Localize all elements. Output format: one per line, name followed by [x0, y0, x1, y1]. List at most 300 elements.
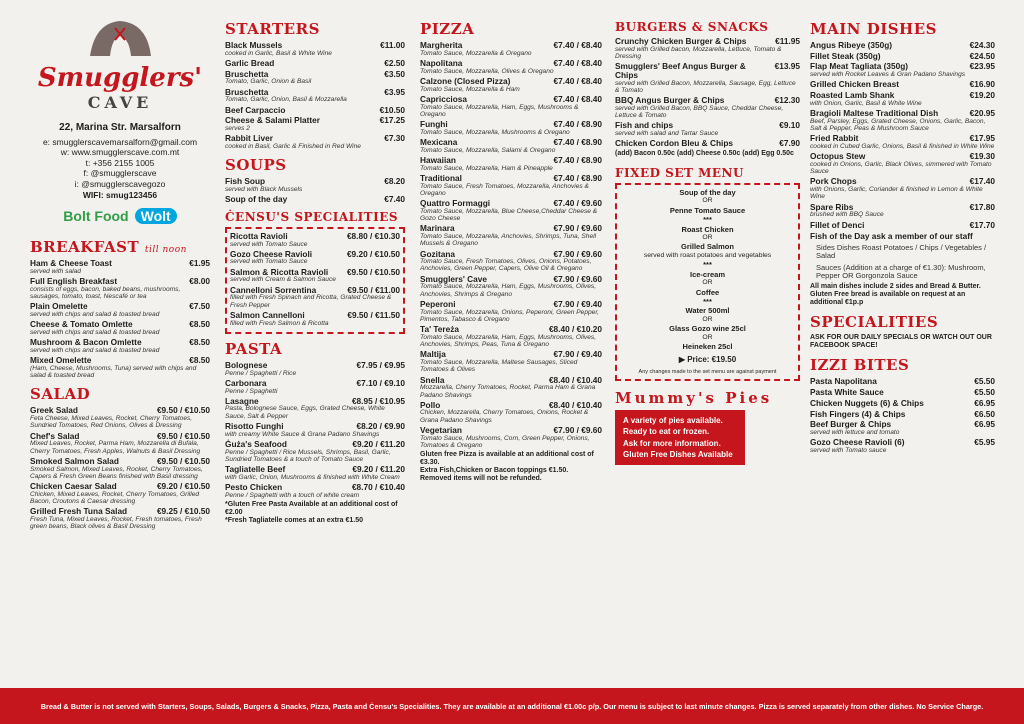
menu-item-name: Greek Salad	[30, 405, 78, 416]
menu-item-desc: served with Grilled Bacon, BBQ Sauce, Cheddar Cheese, Lettuce & Tomato	[615, 104, 784, 120]
menu-item	[225, 134, 405, 150]
menu-item-price: €8.80 / €10.30	[346, 230, 400, 241]
menu-item-desc: Tomato Sauce, Mozzarella, Blue Cheese,Cheddar Cheese & Gozo Cheese	[420, 207, 598, 223]
mummy-line-2: Ready to eat or frozen.	[623, 427, 710, 437]
censu-heading: ĊENSU'S SPECIALITIES	[225, 209, 399, 224]
menu-item-row	[30, 259, 210, 268]
menu-item-desc: Penne / Spaghetti / Rice	[225, 369, 297, 377]
menu-item	[420, 77, 602, 93]
telephone[interactable]: t: +356 2155 1005	[85, 157, 155, 168]
menu-item-price: €8.40 / €10.40	[548, 374, 602, 385]
menu-item	[420, 41, 602, 57]
menu-item-desc: Tomato Sauce, Fresh Tomatoes, Mozzarella, Anchovies & Oregano	[420, 182, 589, 197]
menu-item	[420, 120, 602, 136]
menu-item-row	[225, 59, 405, 68]
menu-item-price: €17.25	[379, 115, 405, 126]
menu-item-row	[30, 432, 210, 441]
menu-item	[30, 507, 210, 530]
menu-item-row	[810, 52, 995, 61]
menu-item-price: €1.95	[189, 258, 210, 269]
main-heading: MAIN DISHES	[810, 20, 937, 38]
menu-item-price: €7.30	[384, 133, 405, 144]
menu-item-name: Salmon Cannelloni	[230, 309, 305, 320]
menu-item-desc: Tomato Sauce, Mozzarella, Ham & Pineapple	[420, 164, 553, 172]
menu-item-desc: consists of eggs, bacon, baked beans, mushrooms, sausages, tomato, toast, Nescafé or tea	[30, 285, 181, 301]
menu-item	[225, 116, 405, 132]
menu-item-price: €5.50	[974, 387, 995, 398]
menu-item-desc: cooked in Onions, Garlic, Black Olives, simmered with Tomato Sauce	[810, 160, 992, 176]
menu-item-price: €3.95	[384, 86, 405, 97]
menu-item-desc: Fresh Tuna, Mixed Leaves, Rocket, Fresh tomatoes, Fresh green beans, Black olives & Basil Dressing	[30, 515, 202, 531]
menu-item-desc: served with chips and salad & toasted bread	[30, 329, 160, 337]
menu-item-price: €11.95	[775, 36, 800, 46]
menu-item-name: Gozo Cheese Ravioli	[230, 248, 313, 259]
menu-item-price: €20.95	[969, 108, 995, 119]
fixed-menu-line: Grilled Salmon	[681, 242, 734, 252]
menu-item-name: Gozitana	[420, 248, 456, 259]
menu-item-row	[420, 95, 602, 104]
menu-item-desc: (Ham, Cheese, Mushrooms, Tuna) served with chips and salad & toasted bread	[30, 364, 197, 380]
delivery-logos	[30, 208, 210, 224]
menu-item-row	[810, 388, 995, 397]
menu-item-name: Rabbit Liver	[225, 133, 273, 144]
instagram[interactable]: i: @smugglerscavegozo	[74, 179, 166, 189]
menu-item-row	[30, 320, 210, 329]
menu-item-name: Spare Ribs	[810, 201, 854, 212]
fixed-menu-box	[615, 183, 800, 381]
menu-item-name: Bolognese	[225, 359, 268, 370]
menu-item	[30, 320, 210, 336]
menu-item	[810, 221, 995, 230]
facebook[interactable]: f: @smugglerscave	[83, 168, 157, 179]
menu-item-desc: with Garlic, Onion, Mushrooms & finished with White Cream	[225, 473, 400, 481]
menu-item	[420, 350, 602, 373]
menu-item	[30, 432, 210, 455]
pizza-notes	[420, 451, 602, 483]
menu-item-price: €8.95 / €10.95	[351, 395, 405, 406]
menu-item-name: Pollo	[420, 399, 441, 410]
menu-item-desc: served with Tomato Sauce	[230, 240, 308, 248]
starters-list	[225, 41, 405, 150]
menu-item-desc: cooked in Garlic, Basil & White Wine	[225, 49, 332, 57]
contact-block	[30, 122, 210, 200]
menu-item	[30, 457, 210, 480]
menu-item-price: €7.40	[384, 194, 405, 205]
menu-item	[420, 156, 602, 172]
menu-item-price: €8.40 / €10.40	[548, 399, 602, 410]
cave-logo-icon	[85, 18, 155, 58]
logo	[30, 18, 210, 112]
menu-item-name: Risotto Funghi	[225, 420, 284, 431]
menu-item	[230, 232, 400, 248]
menu-item-desc: Pasta, Bolognese Sauce, Eggs, Grated Cheese, White Sauce, Salt & Pepper	[225, 405, 385, 420]
menu-item	[30, 482, 210, 505]
fixed-lines	[623, 188, 792, 351]
menu-item-price: €8.40 / €10.20	[548, 324, 602, 335]
fixed-menu-line: OR	[702, 279, 713, 287]
fixed-menu-line: ***	[703, 260, 712, 270]
menu-item-name: Black Mussels	[225, 40, 283, 50]
mummy-heading: Mummy's Pies	[615, 389, 773, 408]
menu-item-price: €7.95 / €9.95	[356, 359, 405, 370]
menu-item-name: Tagliatelle Beef	[225, 464, 286, 475]
menu-item-desc: Tomato Sauce, Mozzarella, Ham, Eggs, Mushrooms, Olives, Anchovies, Shrimps, Peas, Tuna & Oregano	[420, 333, 597, 349]
menu-item-price: €6.95	[974, 419, 995, 430]
menu-item-desc: Tomato Sauce, Mozzarella & Oregano	[420, 49, 532, 57]
menu-item-price: €3.50	[384, 68, 405, 79]
menu-item-row	[30, 277, 210, 286]
menu-item-desc: Beef, Parsley, Eggs, Grated Cheese, Onions, Garlic, Bacon, Salt & Pepper, Peas & Mushroom Sauce	[810, 117, 986, 132]
menu-item	[420, 325, 602, 348]
menu-item-name: Marinara	[420, 223, 455, 234]
menu-item-row	[420, 138, 602, 147]
menu-item-desc: Tomato, Garlic, Onion, Basil & Mozzarella	[225, 96, 347, 104]
menu-item-row	[230, 311, 400, 320]
menu-item-row	[810, 134, 995, 143]
menu-item-row	[420, 250, 602, 259]
sauces: Sauces (Addition at a charge of €1.30): Mushroom, Pepper OR Gorgonzola Sauce	[816, 262, 986, 280]
menu-item-row	[420, 275, 602, 284]
wifi: WIFI: smug123456	[82, 189, 158, 200]
menu-item-desc: Mozzarella, Cherry Tomatoes, Rocket, Parma Ham & Grana Padano Shavings	[420, 384, 596, 399]
breakfast-title: BREAKFAST	[30, 238, 140, 257]
menu-item-price: €9.50 / €10.50	[346, 266, 400, 277]
menu-item-price: €19.30	[969, 151, 995, 162]
menu-item-name: Cheese & Salami Platter	[225, 115, 320, 126]
menu-item	[810, 91, 995, 107]
menu-item-row	[230, 232, 400, 241]
menu-item-row	[30, 457, 210, 466]
menu-item-price: €7.90 / €9.60	[553, 223, 602, 234]
menu-item-price: €13.95	[774, 61, 800, 72]
menu-item-price: €23.95	[969, 61, 995, 72]
menu-item-row	[230, 268, 400, 277]
menu-item-desc: Tomato Sauce, Mozzarella, Mushrooms & Oregano	[420, 128, 570, 136]
menu-item-desc: Penne / Spaghetti / Rice Mussels, Shrimps, Basil, Garlic, Sundried Tomatoes & a touch of Tomato Sauce	[225, 448, 391, 463]
menu-item	[810, 41, 995, 50]
menu-item-row	[225, 88, 405, 97]
footer-text: Bread & Butter is not served with Starters, Soups, Salads, Burgers & Snacks, Pizza, Pasta and Ċensu's Specialities. They are available at an additional €1.00c p/p. Our menu is subject to last minute changes. Pizza is served separately from other dishes. No Service Charge.	[40, 701, 984, 711]
menu-item	[420, 95, 602, 118]
menu-item-price: €7.40 / €8.40	[553, 40, 602, 50]
address: 22, Marina Str. Marsalforn	[59, 122, 181, 133]
email[interactable]: e: smugglerscavemarsalforn@gmail.com	[42, 136, 198, 147]
burgers-heading: BURGERS & SNACKS	[615, 20, 769, 34]
menu-item-name: Gozo Cheese Ravioli (6)	[810, 437, 905, 448]
menu-item-name: Grilled Fresh Tuna Salad	[30, 506, 128, 517]
menu-item-desc: Mixed Leaves, Rocket, Parma Ham, Mozzarella di Bufala, Cherry Tomatoes, Fresh Apples, Walnuts & Basil Dressing	[30, 440, 201, 455]
menu-item-desc: served with Black Mussels	[225, 185, 303, 193]
soups-list	[225, 177, 405, 204]
menu-item-row	[420, 300, 602, 309]
menu-item-desc: Tomato Sauce, Mushrooms, Corn, Green Pepper, Onions, Tomatoes & Oregano	[420, 434, 590, 449]
menu-item-desc: Penne / Spaghetti	[225, 387, 278, 395]
menu-item-price: €12.30	[774, 95, 800, 106]
menu-item-row	[225, 70, 405, 79]
wolt-logo: Wolt	[135, 208, 177, 224]
menu-item-price: €9.50 / €10.50	[156, 405, 210, 416]
menu-item	[810, 134, 995, 150]
menu-item	[225, 41, 405, 57]
pasta-list	[225, 361, 405, 499]
fixed-menu-line: Soup of the day	[679, 188, 736, 198]
menu-item-name: Pasta Napolitana	[810, 376, 877, 387]
menu-item-name: Octopus Stew	[810, 151, 866, 162]
menu-item-row	[225, 195, 405, 204]
menu-item	[225, 195, 405, 204]
menu-item-row	[225, 397, 405, 406]
pizza-note-3: Removed items will not be refunded.	[420, 475, 542, 483]
fixed-menu-line: OR	[702, 197, 713, 205]
column-4	[615, 0, 800, 688]
menu-item	[420, 426, 602, 449]
menu-item-row	[420, 41, 602, 50]
menu-item-row	[615, 96, 800, 105]
menu-item	[225, 465, 405, 481]
menu-item	[615, 62, 800, 94]
menu-item-price: €7.40 / €8.90	[553, 119, 602, 130]
menu-item-row	[30, 406, 210, 415]
menu-item	[225, 70, 405, 86]
menu-item-row	[420, 199, 602, 208]
menu-item-name: Hawaiian	[420, 154, 456, 165]
menu-item-name: Ta' Tereża	[420, 324, 460, 335]
menu-item-price: €5.50	[974, 376, 995, 387]
menu-item-desc: Tomato Sauce, Mozzarella, Anchovies, Shrimps, Tuna, Shell Mussels & Oregano	[420, 233, 597, 248]
menu-item-desc: with creamy White Sauce & Grana Padano Shavings	[225, 430, 380, 438]
menu-item-name: Carbonara	[225, 377, 267, 388]
menu-item	[810, 410, 995, 419]
menu-item-desc: served with salad and Tartar Sauce	[615, 130, 719, 138]
menu-item-name: Smugglers' Cave	[420, 273, 487, 284]
censu-list	[230, 232, 400, 327]
menu-item-name: Margherita	[420, 40, 463, 50]
menu-item	[810, 203, 995, 219]
menu-item-name: Fillet Steak (350g)	[810, 50, 881, 61]
menu-item-row	[225, 440, 405, 449]
menu-item	[225, 361, 405, 377]
website[interactable]: w: www.smugglerscave.com.mt	[60, 147, 180, 158]
menu-item	[420, 138, 602, 154]
menu-item-desc: served with Tomato sauce	[810, 446, 887, 454]
menu-item-desc: Chicken, Mixed Leaves, Rocket, Cherry Tomatoes, Grilled Bacon, Croutons & Caesar dressing	[30, 490, 200, 506]
menu-item-row	[615, 37, 800, 46]
menu-item-price: €8.50	[189, 319, 210, 330]
menu-item-name: Beef Burger & Chips	[810, 419, 892, 430]
menu-item-row	[810, 377, 995, 386]
menu-item-row	[810, 221, 995, 230]
menu-item-desc: Tomato, Garlic, Onion & Basil	[225, 78, 312, 86]
menu-item-row	[225, 465, 405, 474]
menu-item-price: €7.40 / €8.90	[553, 154, 602, 165]
fixed-menu-line: Ice-cream	[689, 269, 726, 279]
menu-item-desc: served with Grilled bacon, Mozzarella, Lettuce, Tomato & Dressing	[615, 45, 782, 60]
menu-item	[30, 302, 210, 318]
fixed-heading: FIXED SET MENU	[615, 166, 744, 181]
menu-item	[420, 401, 602, 424]
bolt-food-logo: Bolt Food	[63, 208, 129, 225]
mummy-line-1: A variety of pies available.	[623, 416, 723, 426]
menu-item-desc: Tomato Sauce, Mozzarella, Salami & Oregano	[420, 146, 556, 154]
menu-item-desc: filled with Fresh Spinach and Ricotta, Grated Cheese & Fresh Pepper	[230, 294, 392, 309]
menu-item-row	[225, 483, 405, 492]
menu-item-name: Mexicana	[420, 137, 458, 148]
menu-item-desc: brushed with BBQ Sauce	[810, 211, 884, 219]
menu-item-row	[810, 410, 995, 419]
pasta-notes	[225, 501, 405, 525]
column-2	[225, 0, 405, 688]
menu-item	[420, 376, 602, 399]
fixed-menu-line: Penne Tomato Sauce	[669, 205, 746, 215]
pasta-note-2: *Fresh Tagliatelle comes at an extra €1.50	[225, 517, 363, 525]
menu-item	[420, 275, 602, 298]
pizza-note-2: Extra Fish,Chicken or Bacon toppings €1.50.	[420, 467, 569, 475]
menu-item-name: Bragioli Maltese Traditional Dish	[810, 108, 939, 119]
menu-item-row	[615, 121, 800, 130]
menu-item-desc: Tomato Sauce, Mozzarella & Ham	[420, 85, 520, 93]
menu-item-price: €7.90 / €9.60	[553, 424, 602, 435]
menu-item-row	[225, 116, 405, 125]
menu-item-price: €17.80	[969, 201, 995, 212]
fixed-menu-line: OR	[702, 315, 713, 323]
menu-item	[225, 106, 405, 115]
menu-item-row	[420, 224, 602, 233]
menu-item-price: €9.50 / €11.50	[347, 309, 400, 320]
menu-item-desc: with Onion, Garlic, Basil & White Wine	[810, 99, 922, 107]
menu-item-row	[420, 59, 602, 68]
menu-item	[810, 377, 995, 386]
menu-item-name: Smoked Salmon Salad	[30, 455, 119, 466]
fixed-note: Any changes made to the set menu are against payment	[638, 369, 777, 376]
menu-item	[810, 399, 995, 408]
menu-item	[30, 356, 210, 379]
censu-box	[225, 227, 405, 334]
menu-item-desc: with Onions, Garlic, Coriander & finished in Lemon & White Wine	[810, 186, 983, 201]
menu-item-price: €6.95	[974, 397, 995, 408]
menu-item-row	[810, 420, 995, 429]
menu-item-name: Cheese & Tomato Omlette	[30, 319, 133, 330]
menu-item-name: Fried Rabbit	[810, 133, 859, 144]
menu-item-row	[420, 120, 602, 129]
salad-list	[30, 406, 210, 530]
menu-item	[230, 250, 400, 266]
menu-item-name: Pasta White Sauce	[810, 387, 884, 398]
brand-title: Smugglers'	[37, 63, 203, 93]
menu-item-desc: served with salad	[30, 267, 81, 275]
pasta-heading: PASTA	[225, 339, 283, 358]
menu-item	[810, 420, 995, 436]
menu-item-desc: Tomato Sauce, Fresh Tomatoes, Olives, Onions, Potatoes, Anchovies, Green Pepper, Capers, Olive Oil & Oregano	[420, 258, 592, 273]
menu-item-name: Chicken Caesar Salad	[30, 481, 117, 492]
menu-item-row	[230, 250, 400, 259]
menu-item-desc: served with Rocket Leaves & Gran Padano Shavings	[810, 71, 966, 79]
menu-item-price: €19.20	[969, 90, 995, 101]
menu-item-row	[225, 422, 405, 431]
menu-item-name: Chicken Nuggets (6) & Chips	[810, 397, 924, 408]
menu-item	[810, 177, 995, 200]
menu-item-desc: Tomato Sauce, Mozzarella, Ham, Eggs, Mushrooms & Oregano	[420, 103, 579, 118]
menu-item	[30, 277, 210, 300]
menu-item-name: Soup of the day	[225, 194, 288, 205]
menu-item-price: €8.00	[189, 276, 210, 287]
menu-item-name: Snella	[420, 374, 445, 385]
menu-item-price: €6.50	[974, 408, 995, 419]
menu-item-row	[30, 302, 210, 311]
fixed-menu-line: ***	[703, 296, 712, 306]
menu-item	[230, 268, 400, 284]
specialities-text: ASK FOR OUR DAILY SPECIALS OR WATCH OUT OUR FACEBOOK SPACE!	[810, 334, 992, 350]
menu-item	[615, 121, 800, 137]
menu-item-name: Bruschetta	[225, 86, 269, 97]
menu-item-price: €9.20 / €10.50	[156, 481, 210, 492]
menu-item	[225, 59, 405, 68]
menu-item-price: €7.40 / €9.60	[553, 198, 602, 209]
pizza-note-1: Gluten free Pizza is available at an additional cost of €3.30.	[420, 451, 594, 467]
menu-item-desc: served with Grilled Bacon, Mozzarella, Sausage, Egg, Lettuce & Tomato	[615, 79, 796, 94]
menu-item	[420, 174, 602, 197]
menu-item-price: €17.95	[969, 133, 995, 144]
pizza-heading: PIZZA	[420, 20, 475, 38]
main-list	[810, 41, 995, 229]
menu-item	[615, 37, 800, 60]
fish-day-text: Fish of the Day ask a member of our staff	[810, 231, 973, 242]
menu-item-row	[810, 399, 995, 408]
soups-heading: SOUPS	[225, 156, 287, 175]
menu-item-price: €17.40	[969, 176, 995, 187]
menu-item-name: Calzone (Closed Pizza)	[420, 75, 511, 86]
menu-item-row	[225, 134, 405, 143]
menu-item-desc: Tomato Sauce, Mozzarella, Olives & Oregano	[420, 67, 554, 75]
menu-item-name: Fillet of Denci	[810, 219, 865, 230]
menu-item	[225, 397, 405, 420]
menu-item-name: Fish and chips	[615, 120, 674, 131]
menu-item	[810, 388, 995, 397]
footer-banner	[0, 688, 1024, 724]
menu-item-row	[230, 286, 400, 295]
menu-item-row	[420, 325, 602, 334]
menu-item-row	[810, 80, 995, 89]
fixed-menu-line: Coffee	[695, 287, 720, 297]
menu-item-desc: cooked in Basil, Garlic & Finished in Red Wine	[225, 142, 361, 150]
menu-item-name: Pesto Chicken	[225, 482, 283, 493]
menu-item-desc: Tomato Sauce, Mozzarella, Maltese Sausages, Sliced Tomatoes & Olives	[420, 359, 578, 374]
menu-item-price: €8.20 / €9.90	[356, 420, 405, 431]
menu-item-price: €5.95	[974, 437, 995, 448]
menu-item	[810, 438, 995, 454]
menu-item-price: €8.50	[189, 355, 210, 366]
breakfast-list	[30, 259, 210, 379]
menu-item	[225, 483, 405, 499]
menu-item	[30, 406, 210, 429]
menu-item-name: Angus Ribeye (350g)	[810, 40, 893, 50]
menu-item-row	[810, 152, 995, 161]
menu-item-row	[615, 139, 800, 148]
fixed-price: ▶ Price: €19.50	[678, 355, 737, 365]
menu-item-name: Fish Soup	[225, 176, 266, 187]
specialities-heading: SPECIALITIES	[810, 313, 939, 332]
menu-item-desc: served with Cream & Salmon Sauce	[230, 276, 336, 284]
menu-item-desc: Chicken, Mozzarella, Cherry Tomatoes, Onions, Rocket & Grana Padano Shavings	[420, 409, 589, 424]
menu-item-row	[30, 338, 210, 347]
menu-item-row	[420, 426, 602, 435]
menu-item-name: Roasted Lamb Shank	[810, 90, 895, 101]
menu-item	[615, 96, 800, 119]
menu-item-row	[225, 361, 405, 370]
menu-item-row	[420, 174, 602, 183]
menu-item-desc: served with chips and salad & toasted bread	[30, 311, 160, 319]
menu-item-name: Napolitana	[420, 57, 463, 68]
menu-item-price: €16.90	[969, 79, 995, 90]
